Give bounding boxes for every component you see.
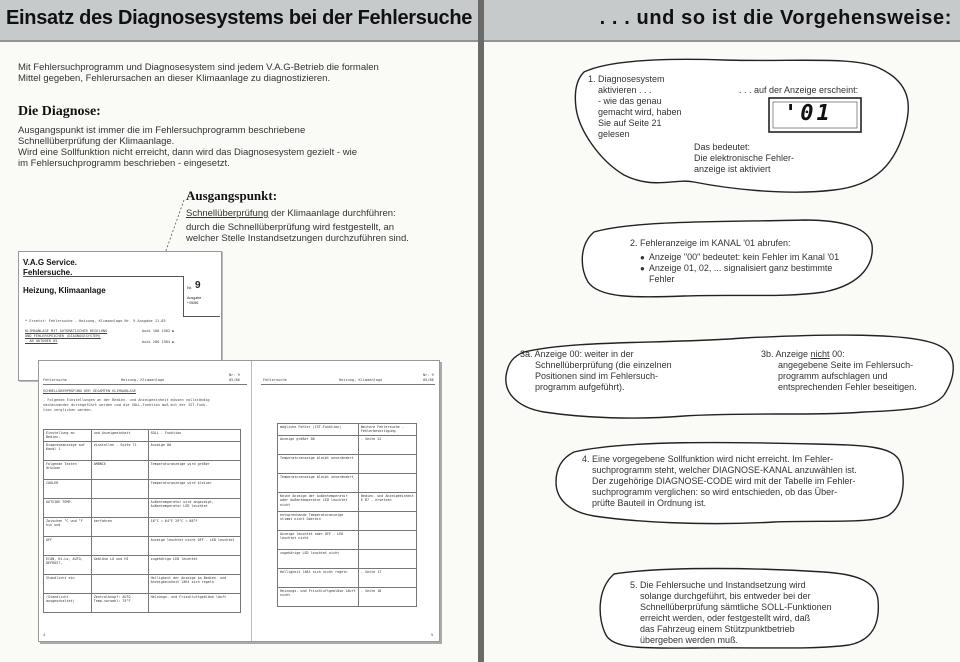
step2-bullet-2: ● Anzeige 01, 02, ... signalisiert ganz bestimmte bbox=[640, 263, 839, 274]
meaning-line-3: anzeige ist aktiviert bbox=[694, 164, 771, 174]
step3a-line-1: 3a. Anzeige 00: weiter in der bbox=[520, 349, 634, 359]
spread-right-table bbox=[277, 423, 417, 607]
spread-right-header-rule bbox=[261, 384, 435, 385]
table-cell: herfahren bbox=[91, 517, 148, 536]
table-row bbox=[44, 441, 241, 460]
spread-section-title: SCHNELLÜBERPRÜFUNG DER GESAMTEN KLIMAANLAGE bbox=[43, 389, 137, 393]
table-cell: und Anzeigeeinheit bbox=[91, 430, 148, 442]
table-cell: - Seite 17 bbox=[358, 568, 416, 587]
spread-page-right: 5 bbox=[431, 633, 434, 637]
spread-left-table bbox=[43, 429, 241, 613]
cover-row-1-right: Audi 100 1982 ▶ bbox=[142, 329, 175, 333]
step4-line-4: suchprogramm verglichen: so wird entschieden, ob das Über- bbox=[582, 487, 838, 497]
diagnose-heading: Die Diagnose: bbox=[18, 104, 101, 119]
table-cell bbox=[358, 454, 416, 473]
table-row bbox=[44, 460, 241, 479]
ausgangspunkt-line-1-rest: der Klimaanlage durchführen: bbox=[268, 208, 396, 219]
table-row bbox=[44, 536, 241, 555]
step3a-line-3: Positionen sind im Fehlersuch- bbox=[520, 371, 659, 381]
table-cell: Anzeige leuchtet nicht OFF - LED leuchtet bbox=[148, 536, 240, 555]
table-cell: Temperaturanzeige bleibt unverändert bbox=[278, 473, 359, 492]
step1-line-1: 1. Diagnosesystem bbox=[588, 74, 665, 84]
blob-outlines bbox=[484, 0, 960, 662]
table-cell: zugehörige LED leuchtet bbox=[148, 555, 240, 574]
schnellueberpruefung-link: Schnellüberprüfung bbox=[186, 208, 269, 219]
spread-right-header-b: Heizung, Klimaanlage bbox=[339, 378, 383, 382]
table-cell bbox=[91, 479, 148, 498]
right-page-title: . . . und so ist die Vorgehensweise: bbox=[599, 7, 952, 29]
cover-small-line: * Ersetzt: Fehlersuche - Heizung, Klimaanlage Nr. 9 Ausgabe 11.85 bbox=[25, 319, 166, 323]
step2-bullet-cont: Fehler bbox=[649, 274, 675, 284]
table-cell: Helligkeit läßt sich nicht regeln bbox=[278, 568, 359, 587]
table-cell: Temperaturanzeige wird kleiner bbox=[148, 479, 240, 498]
table-cell: - Seite 12 bbox=[358, 435, 416, 454]
table-cell: Bedien- und Anzeigeeinheit E 87 - ersetzen bbox=[358, 492, 416, 511]
table-cell bbox=[358, 511, 416, 530]
cover-nr-value: 9 bbox=[195, 280, 201, 291]
ausgangspunkt-line-3: welcher Stelle Instandsetzungen durchzuführen sind. bbox=[186, 233, 409, 244]
step3b-line-3: entsprechenden Fehler beseitigen. bbox=[778, 382, 917, 392]
cover-ausgabe-label: Ausgabe bbox=[187, 296, 202, 300]
display-caption: . . . auf der Anzeige erscheint: bbox=[739, 85, 859, 95]
table-row bbox=[278, 511, 417, 530]
spread-sheet bbox=[38, 360, 440, 642]
step4-line-3: Der zugehörige DIAGNOSE-CODE wird mit der Tabelle im Fehler- bbox=[582, 476, 856, 486]
cover-row-3-left: - AB OKTOBER 85 bbox=[25, 339, 58, 343]
spread-left-header-b: Heizung, Klimaanlage bbox=[121, 378, 165, 382]
step1-line-4: gemacht wird, haben bbox=[588, 107, 682, 117]
step3a-line-4: programm aufgeführt). bbox=[520, 382, 625, 392]
table-cell: Zentralknopf: AUTO Temp.vorwahl: 75°F bbox=[91, 593, 148, 612]
step3b-nicht: nicht bbox=[810, 349, 830, 359]
table-row bbox=[278, 473, 417, 492]
table-cell: Außentemperatur wird angezeigt, Außentemperatur LED leuchtet bbox=[148, 498, 240, 517]
step5-line-1: 5. Die Fehlersuche und Instandsetzung wird bbox=[630, 580, 806, 590]
diagnose-line-2: Schnellüberprüfung der Klimaanlage. bbox=[18, 136, 175, 147]
step1-line-5: Sie auf Seite 21 bbox=[588, 118, 662, 128]
table-cell: AMBNCE bbox=[91, 460, 148, 479]
ausgangspunkt-line-2: durch die Schnellüberprüfung wird festgestellt, an bbox=[186, 222, 395, 233]
intro-line-1: Mit Fehlersuchprogramm und Diagnosesystem sind jedem V.A.G-Betrieb die formalen bbox=[18, 62, 379, 73]
right-page bbox=[484, 0, 960, 662]
table-cell: Folgende Tasten drücken bbox=[44, 460, 92, 479]
table-cell: COOLER bbox=[44, 479, 92, 498]
table-cell: 18°C = 64°F 29°C = 88°F bbox=[148, 517, 240, 536]
table-cell: - Seite 18 bbox=[358, 587, 416, 606]
table-cell: Temperaturanzeige bleibt unverändert bbox=[278, 454, 359, 473]
step2-heading: 2. Fehleranzeige im KANAL '01 abrufen: bbox=[630, 238, 791, 248]
table-row bbox=[278, 549, 417, 568]
meaning-line-1: Das bedeutet: bbox=[694, 142, 751, 152]
cover-rule bbox=[23, 276, 183, 277]
table-cell bbox=[358, 473, 416, 492]
cover-row-1-left: KLIMAANLAGE MIT AUTOMATISCHER REGELUNG bbox=[25, 329, 108, 333]
step1-line-3: - wie das genau bbox=[588, 96, 662, 106]
table-cell: Heizungs- und Frischluftgebläse läuft nicht bbox=[278, 587, 359, 606]
table-row bbox=[278, 587, 417, 606]
table-cell: Diagnoseanzeige auf Kanal 1 bbox=[44, 441, 92, 460]
table-cell: Keine Anzeige der Außentemperatur oder Außentemperatur LED leuchtet nicht bbox=[278, 492, 359, 511]
cover-subtitle: Fehlersuche. bbox=[23, 268, 73, 277]
step4-line-2: suchprogramm steht, welcher DIAGNOSE-KANAL anzuwählen ist. bbox=[582, 465, 857, 475]
spread-fold bbox=[251, 361, 252, 641]
spread-right-header-c: Nr. 9 bbox=[423, 373, 434, 377]
table-cell: (Standlicht ausgeschaltet) bbox=[44, 593, 92, 612]
step2-bullets bbox=[640, 252, 839, 274]
cover-nr-box bbox=[183, 276, 220, 317]
diagnose-line-3: Wird eine Sollfunktion nicht erreicht, dann wird das Diagnosesystem gezielt - wie bbox=[18, 147, 357, 158]
table-row bbox=[44, 430, 241, 442]
step3b-line-2: programm aufschlagen und bbox=[778, 371, 888, 381]
table-row bbox=[44, 555, 241, 574]
table-row bbox=[44, 517, 241, 536]
cover-row-2-left: UND FEHLERSPEICHER (DIAGNOSESYSTEM) bbox=[25, 334, 101, 338]
step3b-prefix: 3b. Anzeige bbox=[761, 349, 811, 359]
cover-ausgabe-value: * 05/86 bbox=[187, 301, 199, 305]
step5-line-2: solange durchgeführt, bis entweder bei der bbox=[630, 591, 811, 601]
step3b-line-1: angegebene Seite im Fehlersuch- bbox=[778, 360, 914, 370]
spread-left-header-c: Nr. 9 bbox=[229, 373, 240, 377]
table-cell: OFF bbox=[44, 536, 92, 555]
step5-line-5: das Fahrzeug einem Stützpunktbetrieb bbox=[630, 624, 795, 634]
cover-brand: V.A.G Service. bbox=[23, 258, 77, 267]
table-row bbox=[44, 593, 241, 612]
table-cell: Anzeige leuchtet oder OFF - LED leuchtet nicht bbox=[278, 530, 359, 549]
step4-line-1: 4. Eine vorgegebene Sollfunktion wird nicht erreicht. Im Fehler- bbox=[582, 454, 834, 464]
step5-line-3: Schnellüberprüfung sämtliche SOLL-Funktionen bbox=[630, 602, 832, 612]
cover-topic: Heizung, Klimaanlage bbox=[23, 286, 106, 295]
step5-line-6: übergeben werden muß. bbox=[630, 635, 739, 645]
table-cell: Zwischen °C und °F hin und bbox=[44, 517, 92, 536]
table-cell: entsprechende Temperaturanzeige stimmt nicht überein bbox=[278, 511, 359, 530]
table-cell: ECON, Hi-Lo, AUTO, DEFROST, bbox=[44, 555, 92, 574]
table-row bbox=[44, 574, 241, 593]
table-cell: Helligkeit der Anzeige im Bedien- und Anzeigeeinheit läßt sich regeln bbox=[148, 574, 240, 593]
ausgangspunkt-heading: Ausgangspunkt: bbox=[186, 188, 278, 203]
step3b-heading bbox=[761, 349, 845, 360]
display-value: '01 bbox=[784, 101, 833, 126]
table-cell: Gebläse LO und HI bbox=[91, 555, 148, 574]
left-page-title: Einsatz des Diagnosesystems bei der Fehlersuche bbox=[6, 7, 473, 29]
spread-section-line-2: nacheinander durchgeführt werden und die SOLL-Funktion muß mit der IST-Funk- bbox=[43, 403, 208, 407]
table-cell: mögliche Fehler (IST-Funktion) bbox=[278, 424, 359, 436]
step1-line-2: aktivieren . . . bbox=[588, 85, 652, 95]
table-row bbox=[44, 479, 241, 498]
table-row bbox=[278, 568, 417, 587]
diagnose-line-1: Ausgangspunkt ist immer die im Fehlersuchprogramm beschriebene bbox=[18, 125, 306, 136]
step4-line-5: prüfte Bauteil in Ordnung ist. bbox=[582, 498, 707, 508]
table-cell: Helzungs- und Frischluftgebläse läuft bbox=[148, 593, 240, 612]
table-cell bbox=[358, 549, 416, 568]
intro-line-2: Mittel gegeben, Fehlerursachen an dieser Klimaanlage zu diagnostizieren. bbox=[18, 73, 331, 84]
table-cell: Anzeige 00 bbox=[148, 441, 240, 460]
spread-left-header-rule bbox=[43, 384, 247, 385]
table-row bbox=[278, 454, 417, 473]
table-row bbox=[278, 492, 417, 511]
left-page bbox=[0, 0, 478, 662]
spread-right-header-d: 05/86 bbox=[423, 378, 434, 382]
table-row bbox=[278, 424, 417, 436]
table-cell bbox=[91, 498, 148, 517]
meaning-line-2: Die elektronische Fehler- bbox=[694, 153, 795, 163]
table-cell: Anzeige größer 00 bbox=[278, 435, 359, 454]
table-cell: zugehörige LED leuchtet nicht bbox=[278, 549, 359, 568]
table-row bbox=[44, 498, 241, 517]
table-cell: Temperaturanzeige wird größer bbox=[148, 460, 240, 479]
step1-line-6: gelesen bbox=[588, 129, 630, 139]
table-cell bbox=[91, 574, 148, 593]
table-cell: Einstellung an Bedien- bbox=[44, 430, 92, 442]
diagnose-line-4: im Fehlersuchprogramm beschrieben - eingesetzt. bbox=[18, 158, 230, 169]
step3a-line-2: Schnellüberprüfung (die einzelnen bbox=[520, 360, 672, 370]
table-row bbox=[278, 435, 417, 454]
table-cell: OUTSIDE TEMP. bbox=[44, 498, 92, 517]
table-cell bbox=[91, 536, 148, 555]
table-cell: Weitere Fehlersuche - Fehlerbeseitigung bbox=[358, 424, 416, 436]
spread-section-line-3: tion verglichen werden. bbox=[43, 408, 93, 412]
table-cell bbox=[358, 530, 416, 549]
spread-page-left: 4 bbox=[43, 633, 46, 637]
cover-nr-label: Nr. bbox=[187, 285, 193, 290]
spread-section-line-1: - Folgende Einstellungen an der Bedien- und Anzeigeeinheit müssen vollständig bbox=[43, 398, 210, 402]
table-cell: einstellen - Seite 71 bbox=[91, 441, 148, 460]
spread-left-header-d: 05/86 bbox=[229, 378, 240, 382]
step3b-suffix: 00: bbox=[829, 349, 845, 359]
table-cell: Standlicht ein bbox=[44, 574, 92, 593]
table-cell: SOLL - Funktion bbox=[148, 430, 240, 442]
cover-row-3-right: Audi 200 1984 ▶ bbox=[142, 340, 175, 344]
step5-line-4: erreicht werden, oder festgestellt wird, daß bbox=[630, 613, 811, 623]
step2-bullet-1: ● Anzeige "00" bedeutet: kein Fehler im Kanal '01 bbox=[640, 252, 839, 263]
spread-right-header-a: Fehlersuche bbox=[263, 378, 287, 382]
spread-left-header-a: Fehlersuche bbox=[43, 378, 67, 382]
table-row bbox=[278, 530, 417, 549]
